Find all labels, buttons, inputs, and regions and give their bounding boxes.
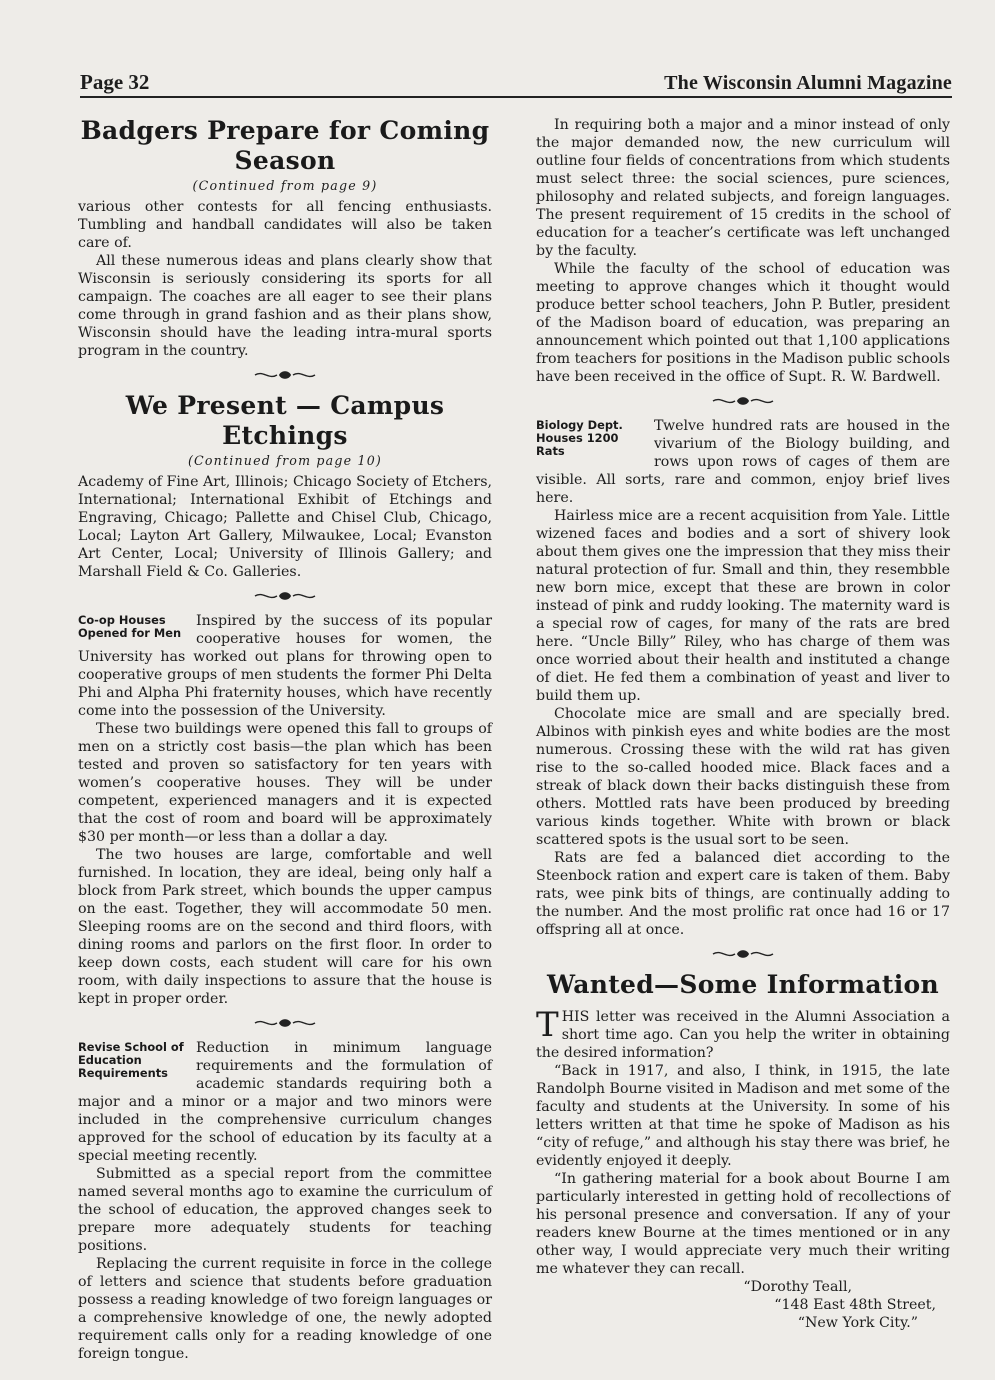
ornament-divider [253,369,317,381]
drop-cap: T [536,1005,559,1045]
paragraph: Academy of Fine Art, Illinois; Chicago Society of Etchers, International; International Exhibit of Etchings and Engraving, Chicago; Pallette and Chisel Club, Chicago, Local; Layton Art Gallery, Milwaukee, Local; Evanston Art Center, Local; University of Illinois Gallery; and Marshall Field & Co. Galleries. [78,474,492,580]
paragraph: These two buildings were opened this fall to groups of men on a strictly cost basis—the plan which has been tested and proven so satisfactory for ten years with women’s cooperative houses. They will be under competent, experienced managers and it is expected that the cost of room and board will be approximately $30 per month—or less than a dollar a day. [78,721,492,845]
paragraph: Rats are fed a balanced diet according to the Steenbock ration and expert care is taken of them. Baby rats, wee pink bits of things, are continually adding to the number. And the most prolific rat once had 16 or 17 offspring all at once. [536,850,950,938]
paragraph-lead [536,1005,950,1062]
ornament-divider [711,948,775,960]
paragraph: various other contests for all fencing enthusiasts. Tumbling and handball candidates will also be taken care of. [78,199,492,251]
paragraph: The two houses are large, comfortable and well furnished. In location, they are ideal, being only half a block from Park street, which bounds the upper campus on the east. Together, they will accommodate 50 men. Sleeping rooms are on the second and third floors, with dining rooms and parlors on the first floor. In order to keep down costs, each student will care for his own room, with daily inspections to assure that the house is kept in proper order. [78,847,492,1007]
signature-address: “148 East 48th Street, [774,1297,936,1313]
page-number: Page 32 [80,70,150,94]
article-etchings [78,391,492,581]
right-column [536,116,950,1332]
letter-signature [536,1278,950,1332]
signature-city: “New York City.” [797,1315,918,1331]
paragraph: Submitted as a special report from the committee named several months ago to examine the curriculum of the school of education, the approved changes seek to prepare more adequately students for teaching positions. [78,1166,492,1254]
article-badgers [78,116,492,360]
paragraph-lead: Reduction in minimum language requirements and the formulation of academic standards requiring both a major and a minor or a major and two minors were included in the comprehensive curriculum changes approved for the school of education by its faculty at a special meeting recently. [78,1040,492,1164]
headline-wanted: Wanted—Some Information [547,970,939,999]
article-school-education [78,1039,492,1363]
headline-etchings: We Present — Campus Etchings [125,391,445,450]
headline-badgers: Badgers Prepare for Coming Season [80,116,490,175]
page-header [80,66,952,98]
sidehead-biology: Biology Dept. Houses 1200 Rats [536,418,623,458]
paragraph-lead: Inspired by the success of its popular cooperative houses for women, the University has worked out plans for throwing open to cooperative groups of men students the former Phi Delta Phi and Alpha Phi fraternity houses, which have recently come into the possession of the University. [78,613,492,719]
article-biology-rats [536,417,950,939]
paragraph: While the faculty of the school of education was meeting to approve changes which it thought would produce better school teachers, John P. Butler, president of the Madison board of education, was preparing an announcement which pointed out that 1,100 applications from teachers for positions in the Madison public schools have been received in the office of Supt. R. W. Bardwell. [536,261,950,385]
ornament-divider [253,1017,317,1029]
paragraph: All these numerous ideas and plans clearly show that Wisconsin is seriously considering its sports for all campaign. The coaches are all eager to see their plans come through in grand fashion and as their plans show, Wisconsin should have the leading intra-mural sports program in the country. [78,253,492,359]
magazine-title: The Wisconsin Alumni Magazine [664,72,952,94]
signature-name: “Dorothy Teall, [743,1279,852,1295]
ornament-divider [711,395,775,407]
sidehead-coop: Co-op Houses Opened for Men [78,613,182,640]
ornament-divider [253,590,317,602]
article-coop-houses [78,612,492,1008]
left-column [78,116,492,1363]
continued-note: (Continued from page 9) [192,178,378,193]
lead-text: HIS letter was received in the Alumni Association a short time ago. Can you help the writer in obtaining the desired information? [536,1009,950,1061]
paragraph: Replacing the current requisite in force in the college of letters and science that students before graduation possess a reading knowledge of two foreign languages or a comprehensive knowledge of one, the newly adopted requirement calls only for a reading knowledge of one foreign tongue. [78,1256,492,1362]
continued-note: (Continued from page 10) [187,453,383,468]
paragraph: Chocolate mice are small and are specially bred. Albinos with pinkish eyes and white bodies are the most numerous. Crossing these with the wild rat has given rise to the so-called hooded mice. Black faces and a streak of black down their backs distinguish these from others. Mottled rats have been produced by breeding various kinds together. White with brown or black scattered spots is the usual sort to be seen. [536,706,950,848]
paragraph: In requiring both a major and a minor instead of only the major demanded now, the new curriculum will outline four fields of concentrations from which students must select three: the social sciences, pure sciences, philosophy and related subjects, and foreign languages. The present requirement of 15 credits in the school of education for a teacher’s certificate was left unchanged by the faculty. [536,117,950,259]
article-school-continued [536,116,950,386]
paragraph: “In gathering material for a book about Bourne I am particularly interested in getting hold of recollections of his personal presence and conversation. If any of your readers knew Bourne at the times mentioned or in any other way, I would appreciate very much their writing me whatever they can recall. [536,1171,950,1277]
paragraph: Hairless mice are a recent acquisition from Yale. Little wizened faces and bodies and a sort of shivery look about them gives one the impression that they miss their natural protection of fur. Small and thin, they resembble new born mice, except that these are brown in color instead of pink and ruddy looking. The maternity ward is a special row of cages, for many of the rats are bred here. “Uncle Billy” Riley, who has charge of them was once worried about their health and instituted a change of diet. He fed them a combination of yeast and liver to build them up. [536,508,950,704]
article-wanted-information [536,970,950,1332]
paragraph-lead: Twelve hundred rats are housed in the vivarium of the Biology building, and rows upon rows of cages of them are visible. All sorts, rare and common, enjoy brief lives here. [536,418,950,506]
sidehead-school: Revise School of Education Requirements [78,1040,184,1080]
paragraph: “Back in 1917, and also, I think, in 1915, the late Randolph Bourne visited in Madison and met some of the faculty and students at the University. In some of his letters written at that time he spoke of Madison as his “city of refuge,” and although his stay there was brief, he evidently enjoyed it deeply. [536,1063,950,1169]
